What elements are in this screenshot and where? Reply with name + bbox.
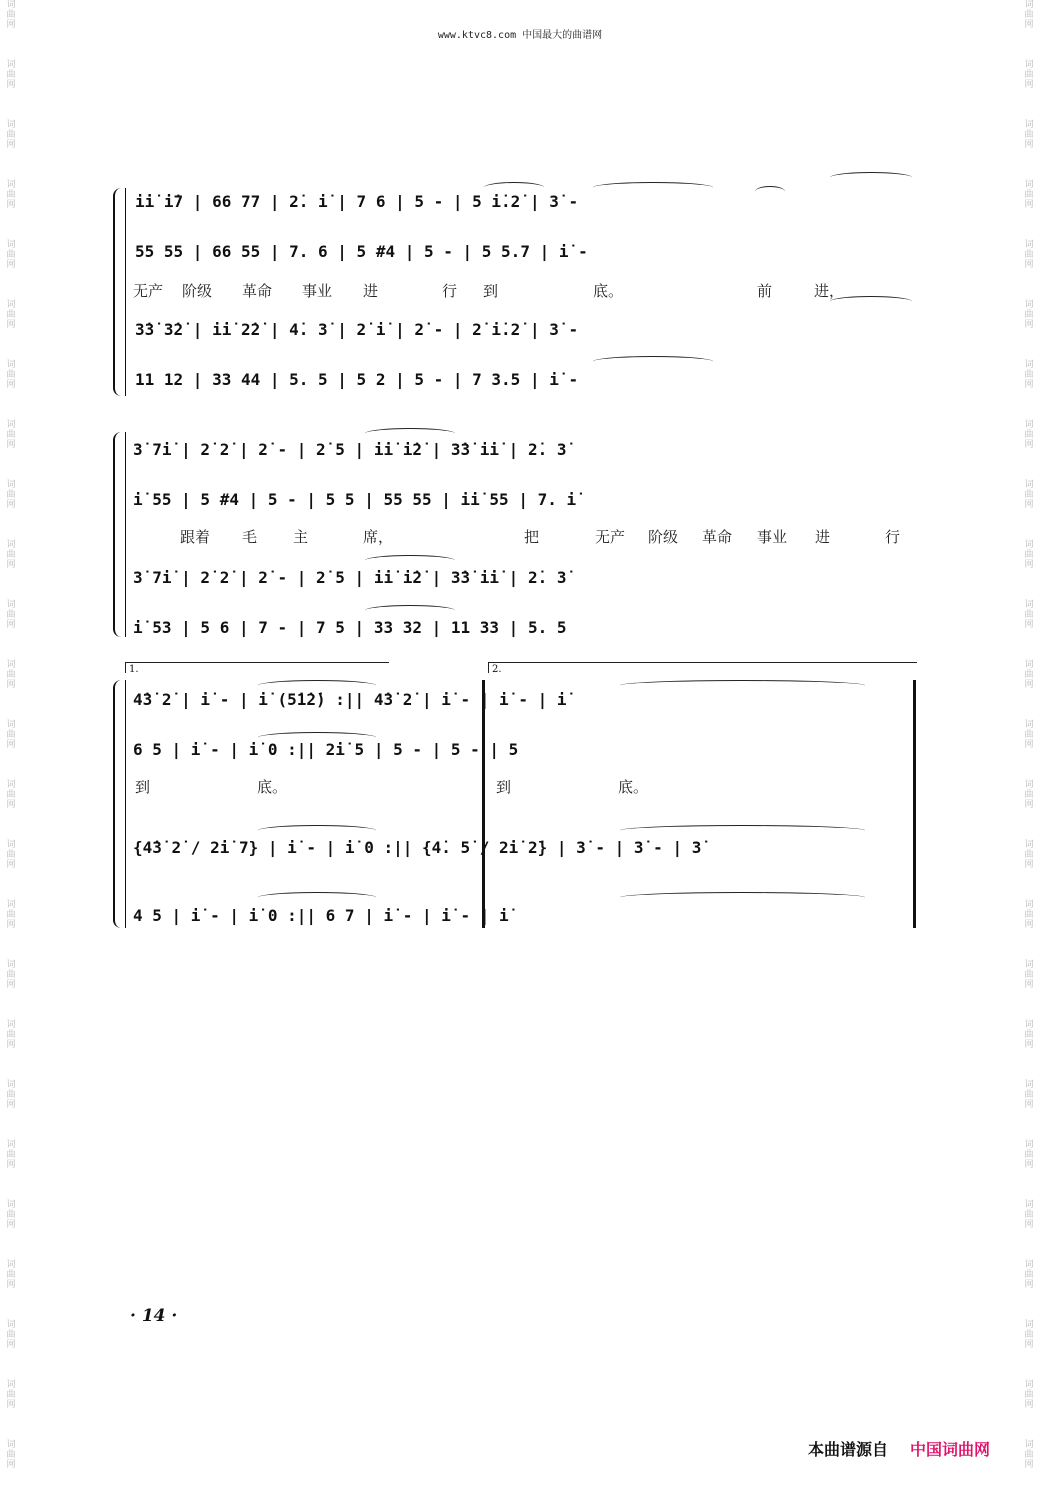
staff-alto: i̇ 55 | 5 #4 | 5 - | 5 5 | 55 55 | i̇i̇ 55 | 7. i̇ xyxy=(133,490,577,509)
lyric-syllable: 到 xyxy=(483,282,499,300)
lyric-syllable: 到 xyxy=(135,778,151,796)
watermark-text: 词 曲 网 xyxy=(1024,780,1034,810)
lyric-syllable: 进 xyxy=(363,282,379,300)
watermark-text: 词 曲 网 xyxy=(1024,120,1034,150)
staff-tenor: {4̇3̇ 2̇ / 2̇i̇ 7} | i̇ - | i̇ 0 :|| {4̇. 5̇ / 2̇i̇ 2̇} | 3̇ - | 3̇ - | 3̇ xyxy=(133,838,702,857)
watermark-text: 词 曲 网 xyxy=(6,660,16,690)
watermark-text: 词 曲 网 xyxy=(1024,720,1034,750)
watermark-text: 词 曲 网 xyxy=(6,900,16,930)
right-watermark-strip xyxy=(1018,0,1040,1486)
lyric-syllable: 毛 xyxy=(242,528,258,546)
watermark-text: 词 曲 网 xyxy=(6,780,16,810)
watermark-text: 词 曲 网 xyxy=(6,360,16,390)
watermark-text: 词 曲 网 xyxy=(1024,300,1034,330)
watermark-text: 词 曲 网 xyxy=(6,0,16,30)
lyric-syllable: 到 xyxy=(496,778,512,796)
lyric-syllable: 底。 xyxy=(257,778,288,796)
watermark-text: 词 曲 网 xyxy=(6,1320,16,1350)
system-start-line xyxy=(125,188,126,396)
watermark-text: 词 曲 网 xyxy=(1024,0,1034,30)
staff-soprano: 3̇ 7i̇ | 2̇ 2̇ | 2̇ - | 2̇ 5 | i̇i̇ i̇2̇ | 3̇3̇ i̇i̇ | 2̇. 3̇ xyxy=(133,440,567,459)
left-watermark-strip xyxy=(0,0,22,1486)
watermark-text: 词 曲 网 xyxy=(1024,660,1034,690)
tie-arc xyxy=(365,605,455,616)
staff-bass: i̇ 53 | 5 6 | 7 - | 7 5 | 33 32 | 11 33 | 5. 5 xyxy=(133,618,567,637)
watermark-text: 词 曲 网 xyxy=(6,120,16,150)
watermark-text: 词 曲 网 xyxy=(6,480,16,510)
staff-alto: 55 55 | 66 55 | 7. 6 | 5 #4 | 5 - | 5 5.7 | i̇ - xyxy=(135,242,588,261)
watermark-text: 词 曲 网 xyxy=(6,420,16,450)
lyric-syllable: 无产 xyxy=(133,282,164,300)
watermark-text: 词 曲 网 xyxy=(1024,1320,1034,1350)
staff-alto: 6 5 | i̇ - | i̇ 0 :|| 2̇i̇ 5 | 5 - | 5 - | 5 xyxy=(133,740,519,759)
lyric-syllable: 进 xyxy=(815,528,831,546)
tie-arc xyxy=(365,555,455,566)
watermark-text: 词 曲 网 xyxy=(1024,1380,1034,1410)
watermark-text: 词 曲 网 xyxy=(1024,1080,1034,1110)
tie-arc xyxy=(258,825,376,836)
watermark-text: 词 曲 网 xyxy=(1024,900,1034,930)
tie-arc xyxy=(365,428,455,439)
watermark-text: 词 曲 网 xyxy=(6,1200,16,1230)
watermark-text: 词 曲 网 xyxy=(1024,1140,1034,1170)
volta-ending-2: 2. xyxy=(488,662,917,673)
system-brace xyxy=(113,680,123,928)
staff-soprano: 4̇3̇ 2̇ | i̇ - | i̇ (5̇1̇2̇) :|| 4̇3̇ 2̇ | i̇ - | i̇ - | i̇ xyxy=(133,690,567,709)
lyric-syllable: 阶级 xyxy=(182,282,213,300)
watermark-text: 词 曲 网 xyxy=(6,540,16,570)
watermark-text: 词 曲 网 xyxy=(1024,360,1034,390)
system-start-line xyxy=(125,680,126,928)
staff-bass: 4 5 | i̇ - | i̇ 0 :|| 6 7 | i̇ - | i̇ - | i̇ xyxy=(133,906,509,925)
watermark-text: 词 曲 网 xyxy=(6,1020,16,1050)
footer-site-name: 中国词曲网 xyxy=(910,1440,991,1459)
watermark-text: 词 曲 网 xyxy=(6,1080,16,1110)
watermark-text: 词 曲 网 xyxy=(6,840,16,870)
watermark-text: 词 曲 网 xyxy=(6,300,16,330)
final-barline xyxy=(913,680,916,928)
lyric-syllable: 革命 xyxy=(242,282,273,300)
watermark-text: 词 曲 网 xyxy=(1024,540,1034,570)
staff-soprano: i̇i̇ i̇7 | 66 77 | 2̇. i̇ | 7 6 | 5 - | 5 i̇.2̇ | 3̇ - xyxy=(135,192,579,211)
lyric-syllable: 事业 xyxy=(757,528,788,546)
tie-arc xyxy=(258,892,376,903)
watermark-text: 词 曲 网 xyxy=(1024,240,1034,270)
watermark-text: 词 曲 网 xyxy=(1024,60,1034,90)
watermark-text: 词 曲 网 xyxy=(6,240,16,270)
lyric-syllable: 底。 xyxy=(593,282,624,300)
header-url: www.ktvc8.com 中国最大的曲谱网 xyxy=(437,30,603,41)
watermark-text: 词 曲 网 xyxy=(1024,840,1034,870)
watermark-text: 词 曲 网 xyxy=(1024,420,1034,450)
tie-arc xyxy=(620,825,865,836)
watermark-text: 词 曲 网 xyxy=(6,600,16,630)
watermark-text: 词 曲 网 xyxy=(1024,1020,1034,1050)
staff-bass: 11 12 | 33 44 | 5. 5 | 5 2 | 5 - | 7 3.5 | i̇ - xyxy=(135,370,579,389)
lyric-syllable: 席， xyxy=(363,528,394,546)
watermark-text: 词 曲 网 xyxy=(6,720,16,750)
watermark-text: 词 曲 网 xyxy=(6,1140,16,1170)
tie-arc xyxy=(830,172,912,183)
lyric-syllable: 事业 xyxy=(302,282,333,300)
lyric-syllable: 革命 xyxy=(702,528,733,546)
watermark-text: 词 曲 网 xyxy=(6,60,16,90)
lyric-syllable: 把 xyxy=(524,528,540,546)
tie-arc xyxy=(830,296,912,307)
system-brace xyxy=(113,432,123,637)
lyric-syllable: 前 xyxy=(757,282,773,300)
footer-attribution xyxy=(808,1437,990,1460)
lyric-syllable: 底。 xyxy=(618,778,649,796)
watermark-text: 词 曲 网 xyxy=(6,960,16,990)
lyric-syllable: 跟着 xyxy=(180,528,211,546)
lyric-syllable: 行 xyxy=(885,528,901,546)
watermark-text: 词 曲 网 xyxy=(1024,600,1034,630)
watermark-text: 词 曲 网 xyxy=(1024,480,1034,510)
system-start-line xyxy=(125,432,126,637)
lyric-syllable: 阶级 xyxy=(648,528,679,546)
footer-source-label: 本曲谱源自 xyxy=(808,1440,889,1459)
watermark-text: 词 曲 网 xyxy=(1024,1260,1034,1290)
staff-tenor: 3̇ 7i̇ | 2̇ 2̇ | 2̇ - | 2̇ 5 | i̇i̇ i̇2̇ | 3̇3̇ i̇i̇ | 2̇. 3̇ xyxy=(133,568,567,587)
watermark-text: 词 曲 网 xyxy=(1024,1200,1034,1230)
lyric-syllable: 进， xyxy=(814,282,845,300)
staff-tenor: 3̇3̇ 3̇2̇ | i̇i̇ 2̇2̇ | 4̇. 3̇ | 2̇ i̇ | 2̇ - | 2̇ i̇.2̇ | 3̇ - xyxy=(135,320,579,339)
watermark-text: 词 曲 网 xyxy=(6,1440,16,1470)
tie-arc xyxy=(593,356,713,367)
lyric-syllable: 行 xyxy=(442,282,458,300)
watermark-text: 词 曲 网 xyxy=(6,1380,16,1410)
watermark-text: 词 曲 网 xyxy=(1024,1440,1034,1470)
page-number: · 14 · xyxy=(130,1306,178,1326)
watermark-text: 词 曲 网 xyxy=(6,180,16,210)
volta-ending-1: 1. xyxy=(125,662,389,673)
system-brace xyxy=(113,188,123,396)
lyric-syllable: 主 xyxy=(293,528,309,546)
watermark-text: 词 曲 网 xyxy=(6,1260,16,1290)
watermark-text: 词 曲 网 xyxy=(1024,180,1034,210)
watermark-text: 词 曲 网 xyxy=(1024,960,1034,990)
tie-arc xyxy=(620,892,865,903)
lyric-syllable: 无产 xyxy=(595,528,626,546)
